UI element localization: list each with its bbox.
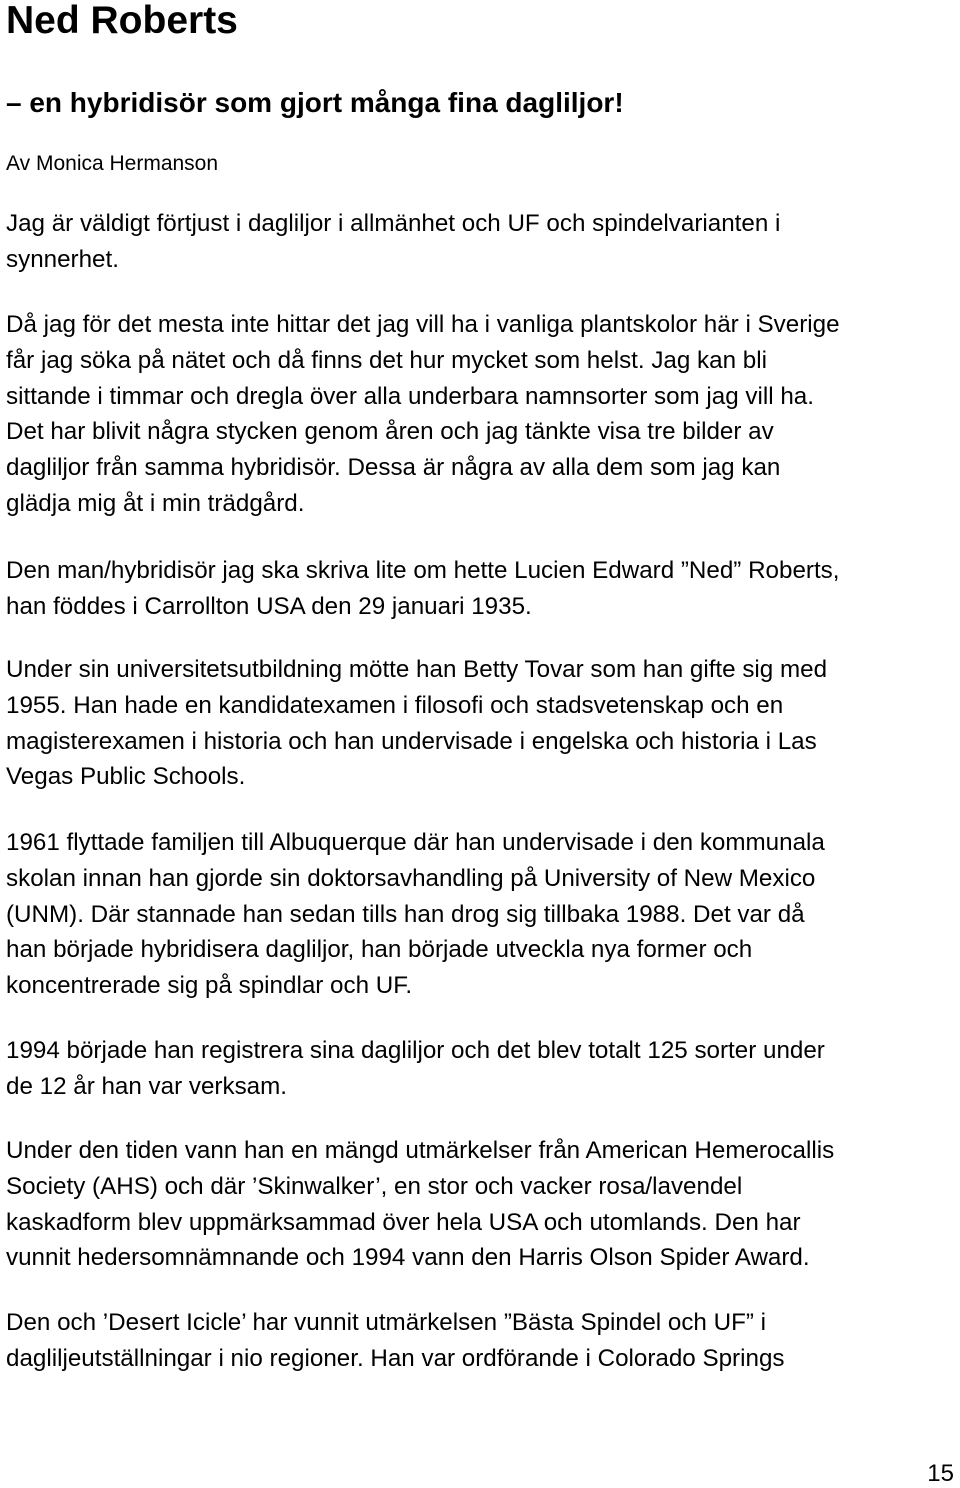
text-line: de 12 år han var verksam. <box>6 1072 287 1100</box>
text-line: Vegas Public Schools. <box>6 763 246 791</box>
paragraph-registration <box>6 1033 956 1105</box>
text-line: 1961 flyttade familjen till Albuquerque där han undervisade i den kommunala <box>6 829 825 856</box>
paragraph-education <box>6 652 956 795</box>
article-subtitle: – en hybridisör som gjort många fina dagliljor! <box>6 87 624 118</box>
text-line: Under den tiden vann han en mängd utmärkelser från American Hemerocallis <box>6 1137 835 1164</box>
article-title: Ned Roberts <box>6 0 238 42</box>
text-line: Society (AHS) och där ’Skinwalker’, en stor och vacker rosa/lavendel <box>6 1172 743 1200</box>
text-line: synnerhet. <box>6 245 119 273</box>
text-line: (UNM). Där stannade han sedan tills han drog sig tillbaka 1988. Det var då <box>6 900 805 928</box>
text-line: vunnit hedersomnämnande och 1994 vann den Harris Olson Spider Award. <box>6 1244 810 1272</box>
text-line: skolan innan han gjorde sin doktorsavhandling på University of New Mexico <box>6 864 816 892</box>
text-line: Det har blivit några stycken genom åren och jag tänkte visa tre bilder av <box>6 418 774 446</box>
paragraph-awards <box>6 1133 956 1276</box>
text-line: kaskadform blev uppmärksammad över hela USA och utomlands. Den har <box>6 1208 801 1236</box>
text-line: Jag är väldigt förtjust i dagliljor i allmänhet och UF och spindelvarianten i <box>6 210 781 237</box>
text-line: dagliljeutställningar i nio regioner. Han var ordförande i Colorado Springs <box>6 1344 785 1372</box>
paragraph-desert-icicle <box>6 1305 956 1377</box>
text-line: Den och ’Desert Icicle’ har vunnit utmärkelsen ”Bästa Spindel och UF” i <box>6 1309 766 1336</box>
text-line: han började hybridisera dagliljor, han började utveckla nya former och <box>6 936 753 964</box>
text-line: får jag söka på nätet och då finns det hur mycket som helst. Jag kan bli <box>6 346 767 374</box>
text-line: 1955. Han hade en kandidatexamen i filosofi och stadsvetenskap och en <box>6 691 784 719</box>
text-line: han föddes i Carrollton USA den 29 januari 1935. <box>6 592 532 620</box>
text-line: Under sin universitetsutbildning mötte han Betty Tovar som han gifte sig med <box>6 656 828 683</box>
paragraph-albuquerque <box>6 825 956 1004</box>
text-line: koncentrerade sig på spindlar och UF. <box>6 972 413 1000</box>
text-line: dagliljor från samma hybridisör. Dessa är några av alla dem som jag kan <box>6 454 781 482</box>
text-line: magisterexamen i historia och han undervisade i engelska och historia i Las <box>6 727 817 755</box>
paragraph-searching <box>6 307 956 522</box>
text-line: 1994 började han registrera sina dagliljor och det blev totalt 125 sorter under <box>6 1037 825 1064</box>
author-byline: Av Monica Hermanson <box>6 152 219 175</box>
paragraph-intro <box>6 206 956 278</box>
text-line: Då jag för det mesta inte hittar det jag vill ha i vanliga plantskolor här i Sverige <box>6 311 840 338</box>
text-line: glädja mig åt i min trädgård. <box>6 489 305 517</box>
text-line: sittande i timmar och dregla över alla underbara namnsorter som jag vill ha. <box>6 382 814 410</box>
paragraph-birth <box>6 553 956 625</box>
text-line: Den man/hybridisör jag ska skriva lite om hette Lucien Edward ”Ned” Roberts, <box>6 557 840 584</box>
page-number: 15 <box>927 1460 954 1487</box>
